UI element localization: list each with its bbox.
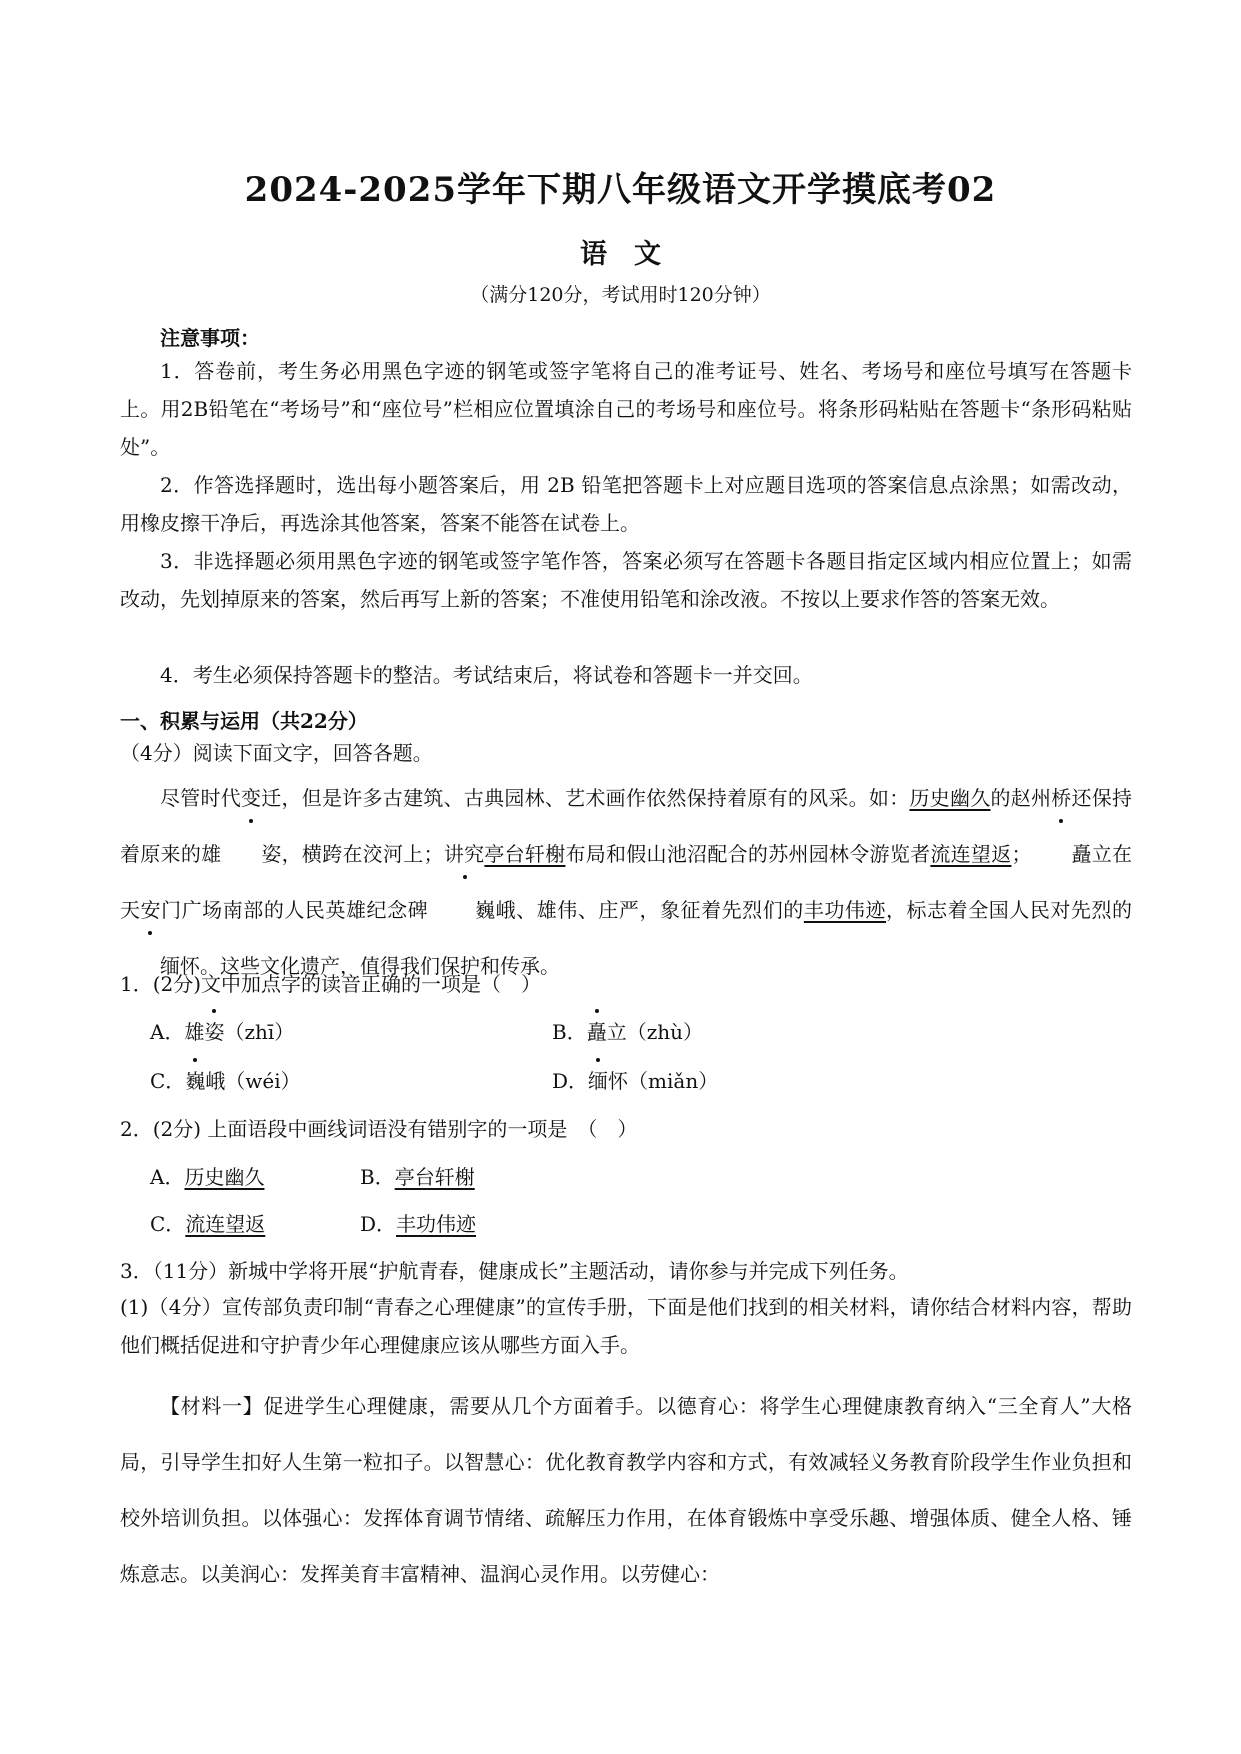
dotted-char-1: 姿 bbox=[221, 826, 281, 882]
underlined-word-1: 历史幽久 bbox=[909, 786, 991, 810]
question-3-stem: 3．（11分）新城中学将开展“护航青春，健康成长”主题活动，请你参与并完成下列任务。 bbox=[120, 1259, 909, 1283]
section-intro: （4分）阅读下面文字，回答各题。 bbox=[120, 741, 433, 765]
subject-title: 语 文 bbox=[580, 239, 661, 270]
question-2-stem: 2．(2分) 上面语段中画线词语没有错别字的一项是 （ ） bbox=[120, 1117, 638, 1141]
q2-option-b: B．亭台轩榭 bbox=[360, 1165, 475, 1189]
dotted-char-3: 巍 bbox=[435, 882, 495, 938]
underlined-word-2: 亭台轩榭 bbox=[484, 842, 566, 866]
underlined-word-4: 丰功伟迹 bbox=[803, 898, 887, 922]
notice-heading: 注意事项： bbox=[160, 326, 260, 350]
dotted-char-2: 矗 bbox=[1031, 826, 1091, 882]
q2-option-d: D．丰功伟迹 bbox=[360, 1212, 477, 1236]
q2-option-a: A．历史幽久 bbox=[150, 1165, 265, 1189]
q2-option-c: C．流连望返 bbox=[150, 1212, 266, 1236]
q1-option-d: D．缅怀（miǎn） bbox=[552, 1065, 718, 1094]
notice-item-4: 4．考生必须保持答题卡的整洁。考试结束后，将试卷和答题卡一并交回。 bbox=[160, 663, 813, 687]
question-1-stem: 1．(2分)文中加点字的读音正确的一项是（ ） bbox=[120, 972, 542, 996]
exam-title: 2024-2025学年下期八年级语文开学摸底考02 bbox=[244, 170, 997, 210]
notice-item-1: 1．答卷前，考生务必用黑色字迹的钢笔或签字笔将自己的准考证号、姓名、考场号和座位号填写在答题卡上。用2B铅笔在“考场号”和“座位号”栏相应位置填涂自己的考场号和座位号。将条形码粘贴在答题卡“条形码粘贴处”。 bbox=[120, 359, 1132, 459]
dotted-char-4: 缅 bbox=[120, 938, 180, 994]
q1-option-a: A．雄姿（zhī） bbox=[150, 1016, 294, 1045]
material-1: 【材料一】促进学生心理健康，需要从几个方面着手。以德育心：将学生心理健康教育纳入“三全育人”大格局，引导学生扣好人生第一粒扣子。以智慧心：优化教育教学内容和方式，有效减轻义务教育阶段学生作业负担和校外培训负担。以体强心：发挥体育调节情绪、疏解压力作用，在体育锻炼中享受乐趣、增强体质、健全人格、锤炼意志。以美润心：发挥美育丰富精神、温润心灵作用。以劳健心： bbox=[120, 1394, 1132, 1586]
reading-passage: 尽管时代变迁，但是许多古建筑、古典园林、艺术画作依然保持着原有的风采。如：历史幽久的赵州桥还保持着原来的雄 姿，横跨在洨河上；讲究亭台轩榭布局和假山池沼配合的苏州园林令游览者流连望返； 矗立在天安门广场南部的人民英雄纪念碑 巍峨、雄伟、庄严，象征着先烈们的丰功伟迹，标志着全国人民对先烈的缅怀。这些文化遗产，值得我们保护和传承。 bbox=[120, 770, 1132, 994]
q1-option-b: B．矗立（zhù） bbox=[552, 1016, 703, 1045]
notice-item-3: 3．非选择题必须用黑色字迹的钢笔或签字笔作答，答案必须写在答题卡各题目指定区域内相应位置上；如需改动，先划掉原来的答案，然后再写上新的答案；不准使用铅笔和涂改液。不按以上要求作答的答案无效。 bbox=[120, 549, 1132, 611]
section-heading: 一、积累与运用（共22分） bbox=[120, 709, 368, 733]
question-3-sub-1: (1)（4分）宣传部负责印制“青春之心理健康”的宣传手册，下面是他们找到的相关材料，请你结合材料内容，帮助他们概括促进和守护青少年心理健康应该从哪些方面入手。 bbox=[120, 1295, 1132, 1357]
underlined-word-3: 流连望返 bbox=[930, 842, 1012, 866]
score-time-note: （满分120分，考试用时120分钟） bbox=[470, 284, 771, 306]
notice-item-2: 2．作答选择题时，选出每小题答案后，用 2B 铅笔把答题卡上对应题目选项的答案信息点涂黑；如需改动，用橡皮擦干净后，再选涂其他答案，答案不能答在试卷上。 bbox=[120, 473, 1132, 535]
q1-option-c: C．巍峨（wéi） bbox=[150, 1065, 301, 1094]
